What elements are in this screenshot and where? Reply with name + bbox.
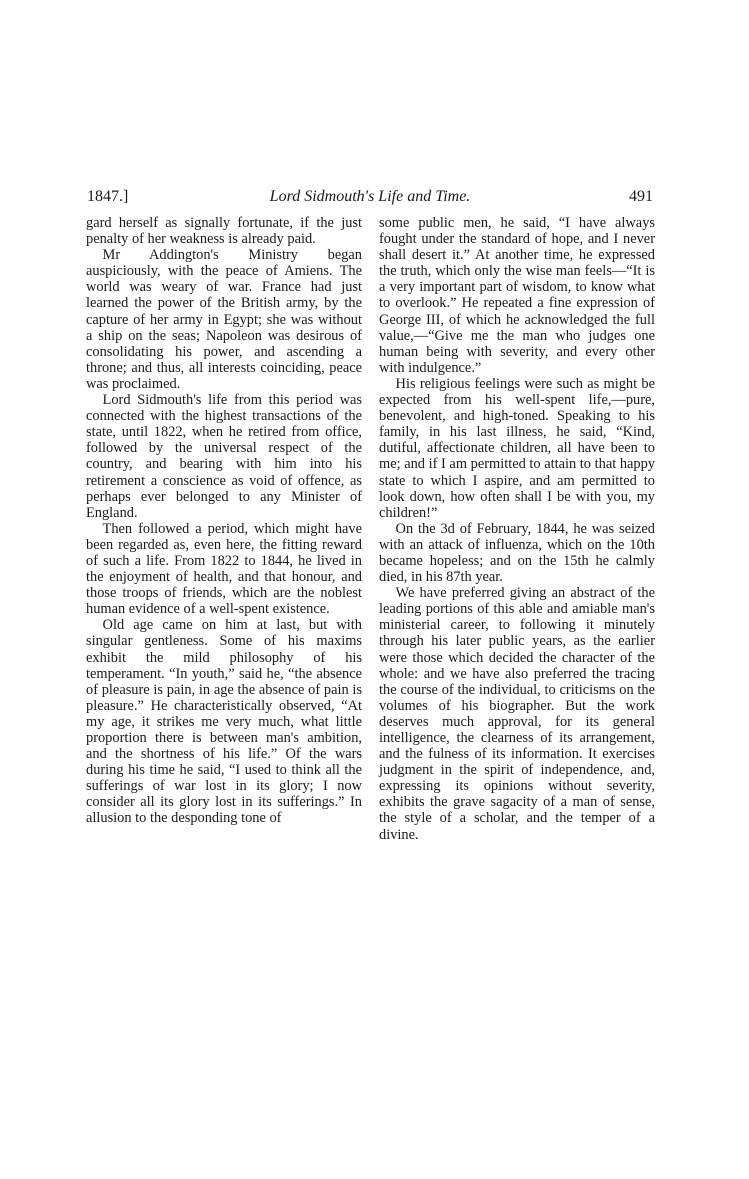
paragraph: Then followed a period, which might have been regarded as, even here, the fitting reward of such a life. From 1822 to 1844, he lived in the enjoyment of health, and that honour, and those troops of friends, which are the noblest human evidence of a well-spent existence. bbox=[86, 520, 362, 618]
running-head-year: 1847.] bbox=[87, 188, 129, 205]
right-column bbox=[379, 215, 655, 843]
paragraph: We have preferred giving an abstract of the leading portions of this able and amiable man's ministerial career, to following it minutely through his later public years, as the earlier were those which decided the character of the whole: and we have also preferred the tracing the course of the individual, to criticisms on the volumes of his biographer. But the work deserves much approval, for its general intelligence, the clearness of its arrangement, and the fulness of its information. It exercises judgment in the spirit of independence, and, expressing its opinions without severity, exhibits the grave sagacity of a man of sense, the style of a scholar, and the temper of a divine. bbox=[379, 585, 655, 843]
paragraph: Mr Addington's Ministry began auspiciously, with the peace of Amiens. The world was weary of war. France had just learned the power of the British army, by the capture of her army in Egypt; she was without a ship on the seas; Napoleon was desirous of consolidating his power, and ascending a throne; and thus, all interests coinciding, peace was proclaimed. bbox=[86, 247, 362, 392]
running-head-title: Lord Sidmouth's Life and Time. bbox=[269, 188, 471, 205]
left-column bbox=[86, 215, 362, 827]
paragraph: On the 3d of February, 1844, he was seized with an attack of influenza, which on the 10th became hopeless; and on the 15th he calmly died, in his 87th year. bbox=[379, 520, 655, 586]
paragraph: Old age came on him at last, but with singular gentleness. Some of his maxims exhibit the mild philosophy of his temperament. “In youth,” said he, “the absence of pleasure is pain, in age the absence of pain is pleasure.” He characteristically observed, “At my age, it strikes me very much, what little proportion there is between man's ambition, and the shortness of his life.” Of the wars during his time he said, “I used to think all the sufferings of war lost in its glory; I now consider all its glory lost in its sufferings.” In allusion to the desponding tone of bbox=[86, 617, 362, 827]
paragraph: gard herself as signally fortunate, if the just penalty of her weakness is already paid. bbox=[86, 215, 362, 248]
running-head bbox=[87, 188, 653, 212]
paragraph: Lord Sidmouth's life from this period was connected with the highest transactions of the state, until 1822, when he retired from office, followed by the universal respect of the country, and bearing with him into his retirement a conscience as void of offence, as perhaps ever belonged to any Minister of England. bbox=[86, 392, 362, 521]
page-number: 491 bbox=[629, 188, 653, 205]
paragraph: some public men, he said, “I have always fought under the standard of hope, and I never shall desert it.” At another time, he expressed the truth, which only the wise man feels—“It is a very important part of wisdom, to know what to overlook.” He repeated a fine expression of George III, of which he acknowledged the full value,—“Give me the man who judges one human being with severity, and every other with indulgence.” bbox=[379, 215, 655, 376]
paragraph: His religious feelings were such as might be expected from his well-spent life,—pure, benevolent, and high-toned. Speaking to his family, in his last illness, he said, “Kind, dutiful, affectionate children, all have been to me; and if I am permitted to attain to that happy state to which I aspire, and am permitted to look down, how often shall I be with you, my children!” bbox=[379, 375, 655, 521]
